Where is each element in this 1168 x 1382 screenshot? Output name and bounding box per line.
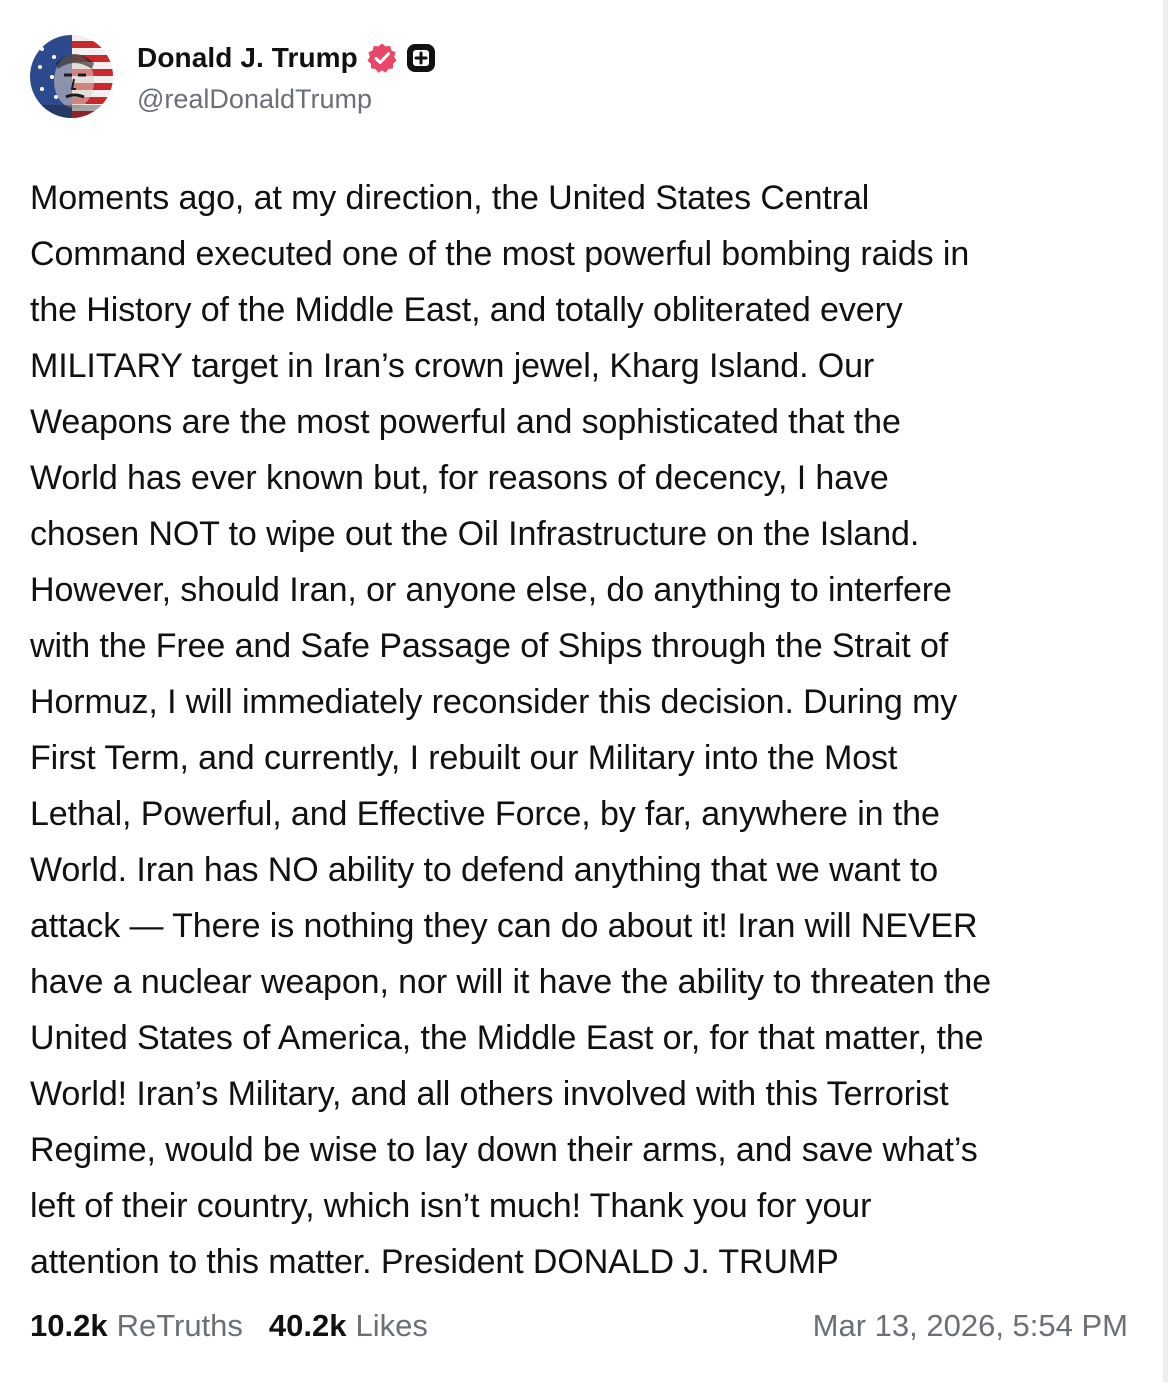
post-text-line: World. Iran has NO ability to defend anything that we want to: [30, 851, 938, 889]
author-handle[interactable]: @realDonaldTrump: [137, 84, 372, 114]
scrollbar-track: [1163, 0, 1168, 1382]
post-text-line: the History of the Middle East, and totally obliterated every: [30, 291, 903, 329]
post-text-line: left of their country, which isn’t much! Thank you for your: [30, 1187, 872, 1225]
avatar-image: [30, 35, 113, 118]
post-text-line: First Term, and currently, I rebuilt our Military into the Most: [30, 739, 898, 777]
retruths-label: ReTruths: [116, 1308, 243, 1343]
post-text-line: Weapons are the most powerful and sophisticated that the: [30, 403, 901, 441]
post-text-line: Regime, would be wise to lay down their arms, and save what’s: [30, 1131, 978, 1169]
post-stats: [30, 1308, 428, 1352]
post-text: [30, 170, 1140, 1290]
post-text-line: Command executed one of the most powerful bombing raids in: [30, 235, 970, 273]
post-text-line: have a nuclear weapon, nor will it have the ability to threaten the: [30, 963, 992, 1001]
verified-badge-icon: [366, 42, 398, 74]
post-text-line: attention to this matter. President DONALD J. TRUMP: [30, 1243, 839, 1281]
retruths-stat[interactable]: [30, 1308, 243, 1344]
likes-count: 40.2k: [268, 1308, 347, 1343]
post-text-line: World! Iran’s Military, and all others involved with this Terrorist: [30, 1075, 949, 1113]
post-text-line: Lethal, Powerful, and Effective Force, by far, anywhere in the: [30, 795, 940, 833]
post-text-line: chosen NOT to wipe out the Oil Infrastructure on the Island.: [30, 515, 920, 553]
post-text-line: MILITARY target in Iran’s crown jewel, Kharg Island. Our: [30, 347, 875, 385]
likes-stat[interactable]: [269, 1308, 428, 1344]
display-name[interactable]: Donald J. Trump: [137, 42, 358, 73]
post-text-line: World has ever known but, for reasons of decency, I have: [30, 459, 889, 497]
plus-badge-icon: [406, 43, 436, 73]
post-text-line: United States of America, the Middle East or, for that matter, the: [30, 1019, 984, 1057]
post-timestamp[interactable]: Mar 13, 2026, 5:54 PM: [812, 1308, 1128, 1343]
author-name-row: [137, 40, 436, 76]
avatar[interactable]: [30, 35, 113, 118]
post-text-line: Moments ago, at my direction, the United States Central: [30, 179, 870, 217]
post-text-line: with the Free and Safe Passage of Ships through the Strait of: [30, 627, 949, 665]
post-text-line: Hormuz, I will immediately reconsider this decision. During my: [30, 683, 958, 721]
post-text-line: However, should Iran, or anyone else, do anything to interfere: [30, 571, 952, 609]
likes-label: Likes: [355, 1308, 428, 1343]
retruths-count: 10.2k: [30, 1308, 108, 1343]
post-text-line: attack — There is nothing they can do about it! Iran will NEVER: [30, 907, 978, 945]
